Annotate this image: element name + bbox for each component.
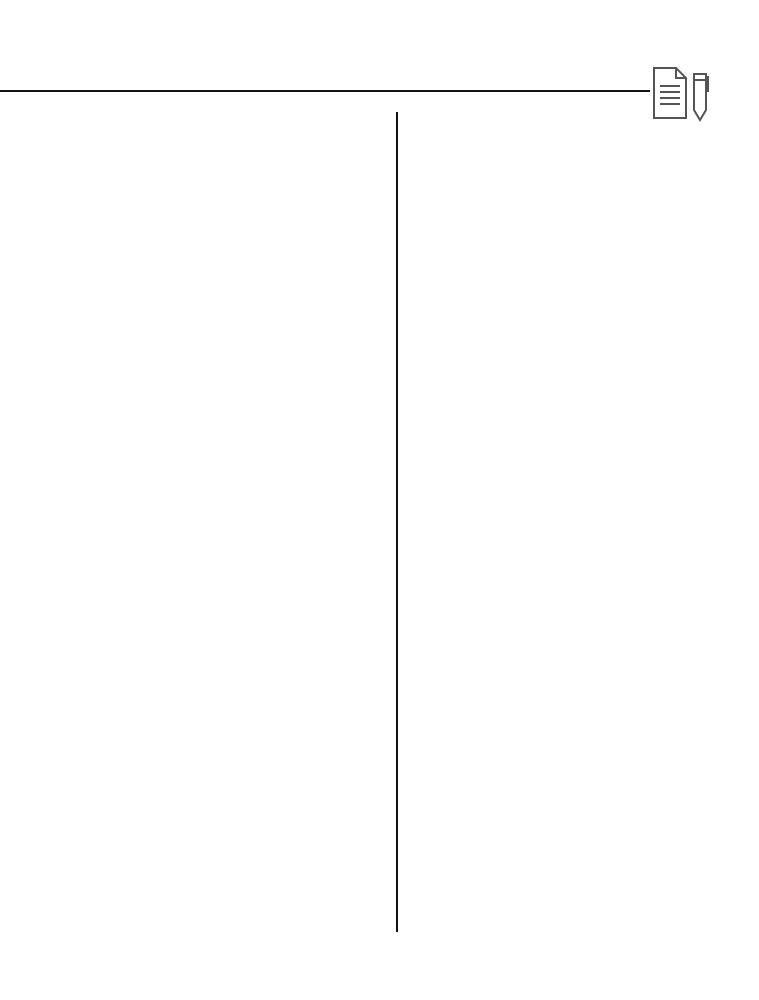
- title-underline: [0, 90, 650, 92]
- center-divider: [396, 112, 398, 932]
- document-with-pen-icon: [650, 64, 714, 124]
